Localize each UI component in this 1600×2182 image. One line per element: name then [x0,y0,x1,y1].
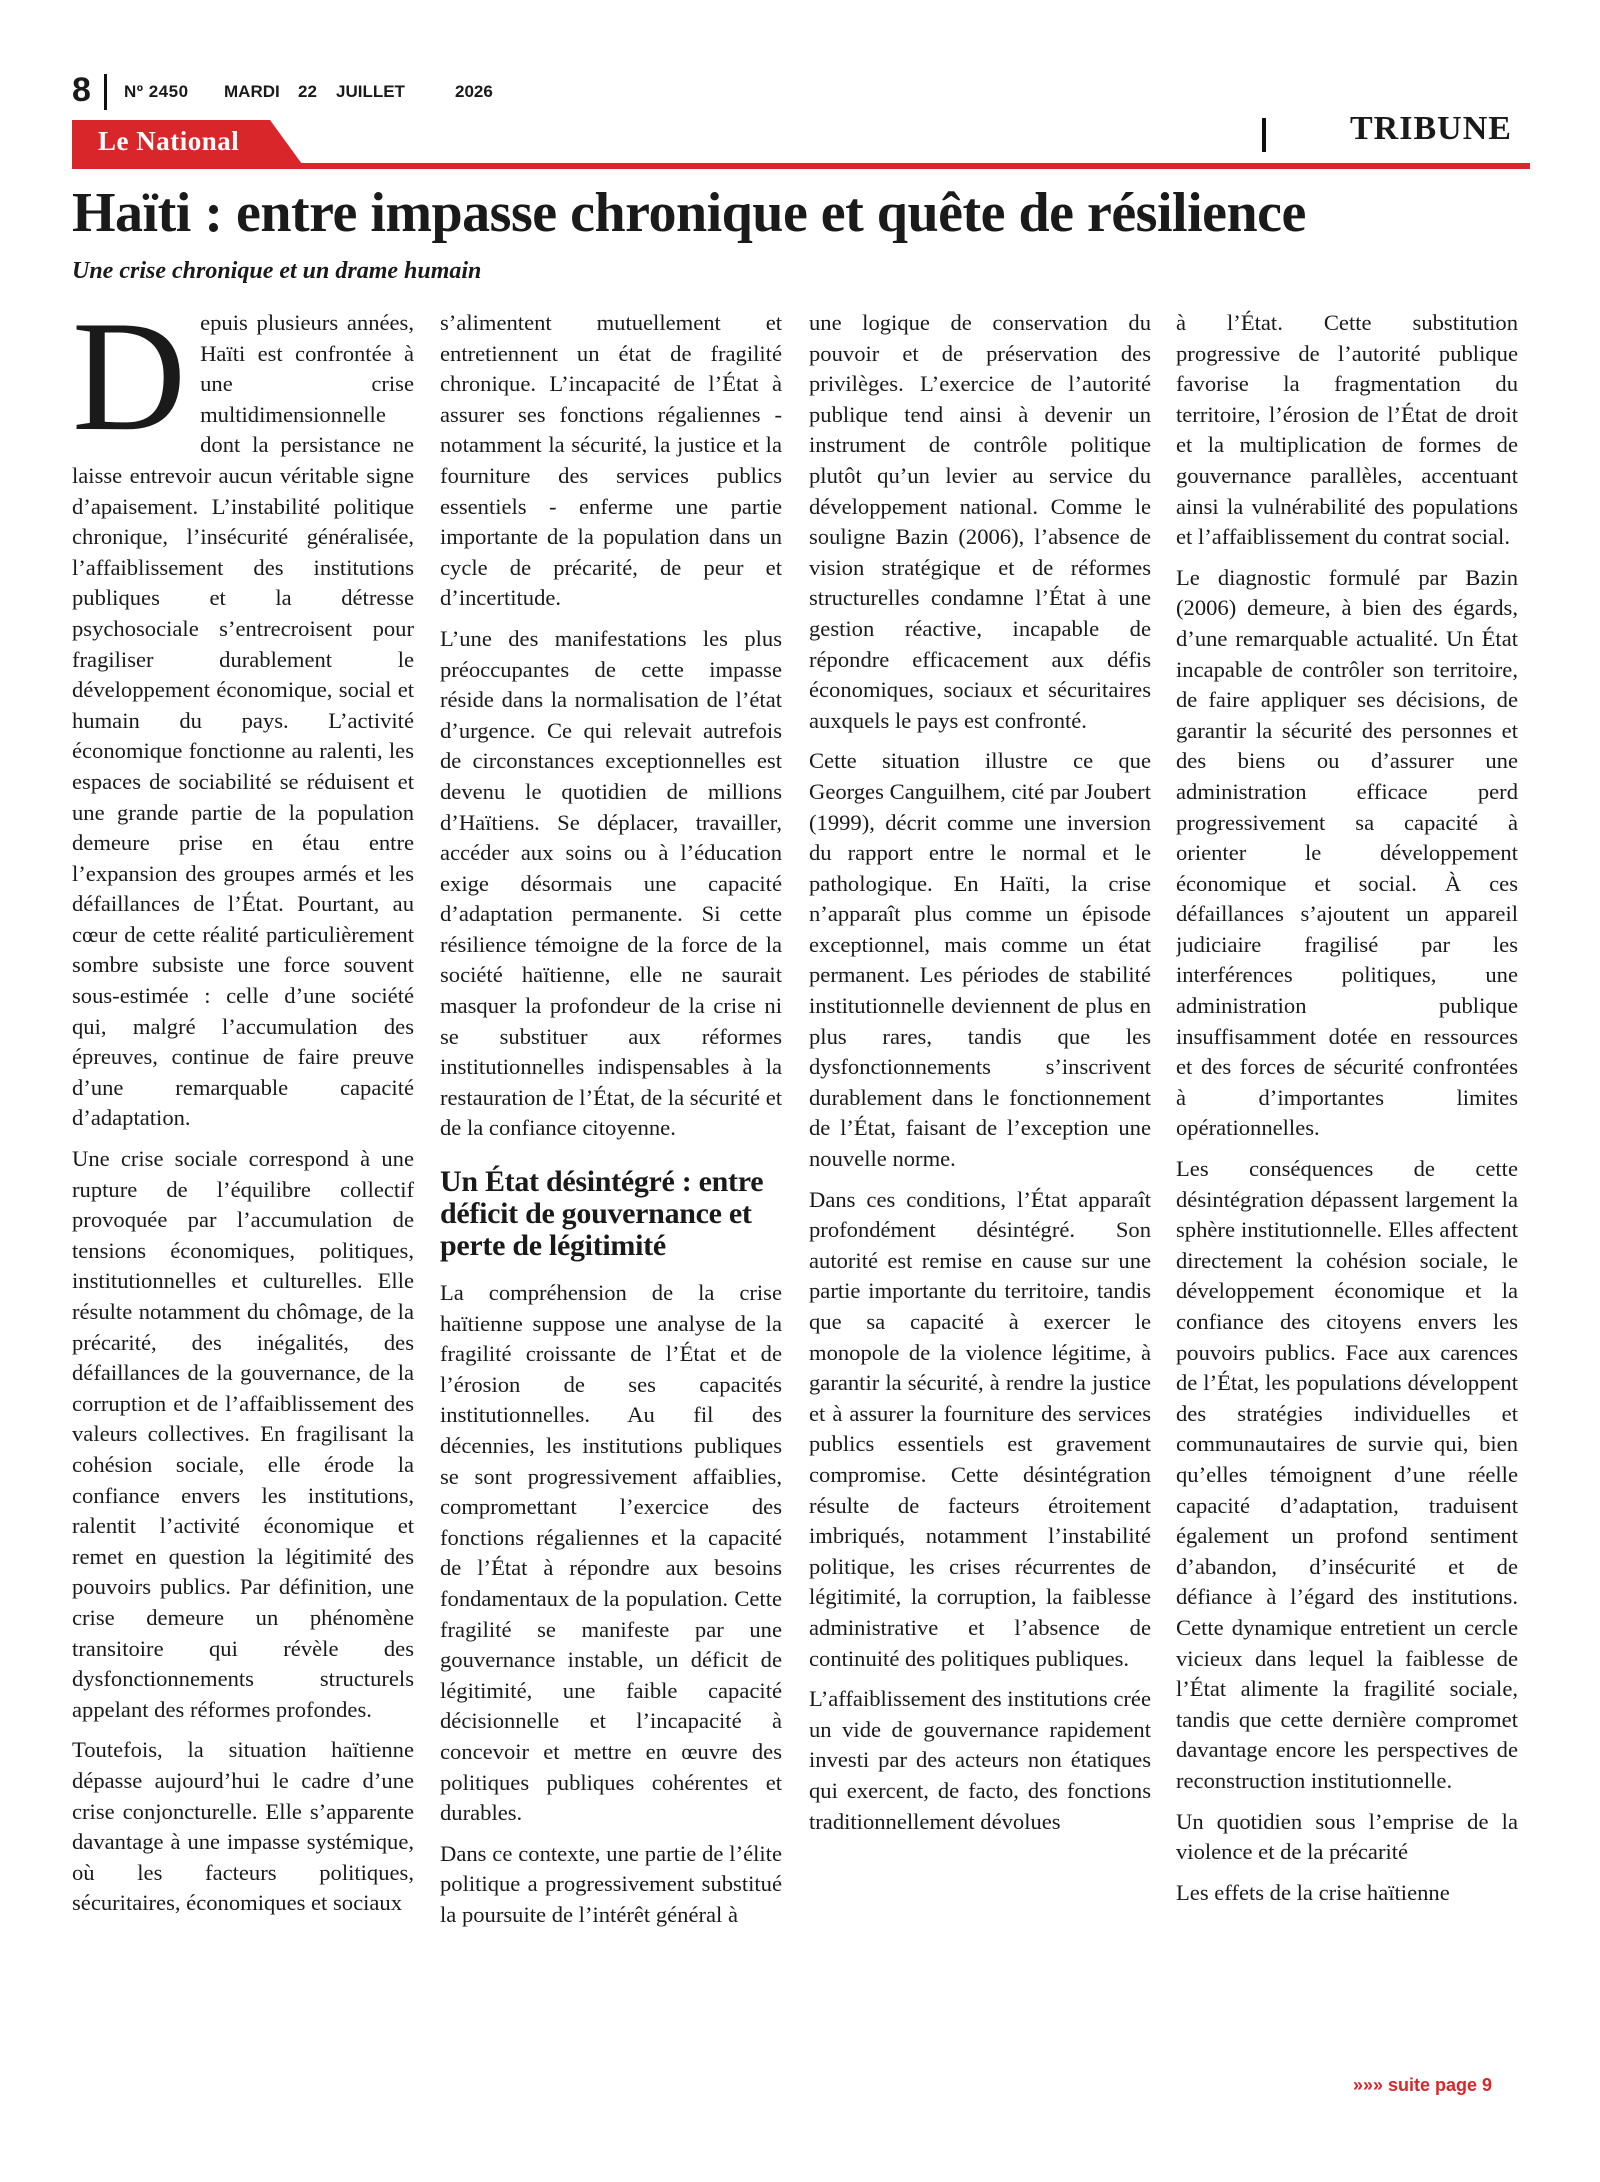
page-number-divider [104,74,107,110]
paragraph: Les conséquences de cette désintégration dépassent largement la sphère institutionnelle. Elles affectent directement la cohésion sociale, le développement économique et la confiance des citoyens envers les pouvoirs publics. Face aux carences de l’État, les populations développent des stratégies individuelles et communautaires de survie qui, bien qu’elles témoignent d’une réelle capacité d’adaptation, traduisent également un profond sentiment d’abandon, d’insécurité et de défiance à l’égard des institutions. Cette dynamique entretient un cercle vicieux dans lequel la faiblesse de l’État alimente la fragilité sociale, tandis que cette dernière compromet davantage encore les perspectives de reconstruction institutionnelle. [1176,1156,1518,1793]
article-kicker: Une crise chronique et un drame humain [72,258,482,284]
paragraph: Cette situation illustre ce que Georges Canguilhem, cité par Joubert (1999), décrit comme une inversion du rapport entre le normal et le pathologique. En Haïti, la crise n’apparaît plus comme un épisode exceptionnel, mais comme un état permanent. Les périodes de stabilité institutionnelle deviennent de plus en plus rares, tandis que les dysfonctionnements s’inscrivent durablement dans le fonctionnement de l’État, faisant de l’exception une nouvelle norme. [809,748,1151,1172]
paragraph: s’alimentent mutuellement et entretiennent un état de fragilité chronique. L’incapacité de l’État à assurer ses fonctions régaliennes - notamment la sécurité, la justice et la fourniture des services publics essentiels - enferme une partie importante de la population dans un cycle de précarité, de peur et d’incertitude. [440,310,782,611]
paragraph: L’affaiblissement des institutions crée un vide de gouvernance rapidement investi par des acteurs non étatiques qui exercent, de facto, des fonctions traditionnellement dévolues [809,1686,1151,1834]
paragraph: Les effets de la crise haïtienne [1176,1879,1450,1905]
paragraph: Dans ce contexte, une partie de l’élite politique a progressivement substitué la poursuite de l’intérêt général à [440,1840,782,1927]
article-body [72,308,1530,2078]
paragraph: L’une des manifestations les plus préoccupantes de cette impasse réside dans la normalisation de l’état d’urgence. Ce qui relevait autrefois de circonstances exceptionnelles est devenu le quotidien de millions d’Haïtiens. Se déplacer, travailler, accéder aux soins ou à l’éducation exige désormais une capacité d’adaptation permanente. Si cette résilience témoigne de la force de la société haïtienne, elle ne saurait masquer la profondeur de la crise ni se substituer aux réformes institutionnelles indispensables à la restauration de l’État, de la sécurité et de la confiance citoyenne. [440,625,782,1141]
section-divider [1262,118,1266,152]
date-day: MARDI [224,82,280,101]
continuation-link[interactable]: »»» suite page 9 [1353,2075,1493,2095]
article-column-2 [440,308,782,2078]
section-label: TRIBUNE [1350,110,1512,147]
paragraph: Un quotidien sous l’emprise de la violence et de la précarité [1176,1808,1518,1865]
paragraph: Une crise sociale correspond à une rupture de l’équilibre collectif provoquée par l’accumulation de tensions économiques, politiques, institutionnelles et culturelles. Elle résulte notamment du chômage, de la précarité, des inégalités, des défaillances de la gouvernance, de la corruption et de l’affaiblissement des valeurs collectives. En fragilisant la cohésion sociale, elle érode la confiance envers les institutions, ralentit l’activité économique et remet en question la légitimité des pouvoirs publics. Par définition, une crise demeure un phénomène transitoire qui révèle des dysfonctionnements structurels appelant des réformes profondes. [72,1146,414,1722]
section-subheading: Un État désintégré : entre déficit de gouvernance et perte de légitimité [440,1165,764,1263]
article-column-3 [809,308,1151,2078]
brand-band [72,120,302,164]
header-red-rule [72,163,1530,169]
drop-cap: D [72,308,187,464]
issue-number: Nº 2450 [124,82,189,101]
article-headline: Haïti : entre impasse chronique et quête de résilience [72,182,1306,244]
article-column-4 [1176,308,1518,2078]
paragraph: à l’État. Cette substitution progressive de l’autorité publique favorise la fragmentation du territoire, l’érosion de l’État de droit et la multiplication de formes de gouvernance parallèles, accentuant ainsi la vulnérabilité des populations et l’affaiblissement du contrat social. [1176,310,1518,550]
paragraph: Le diagnostic formulé par Bazin (2006) demeure, à bien des égards, d’une remarquable actualité. Un État incapable de contrôler son territoire, de faire appliquer ses décisions, de garantir la sécurité des personnes et des biens ou d’assurer une administration efficace perd progressivement sa capacité à orienter le développement économique et social. À ces défaillances s’ajoutent un appareil judiciaire fragilisé par les interférences politiques, une administration publique insuffisamment dotée en ressources et des forces de sécurité confrontées à d’importantes limites opérationnelles. [1176,564,1518,1141]
paragraph: une logique de conservation du pouvoir et de préservation des privilèges. L’exercice de l’autorité publique tend ainsi à devenir un instrument de contrôle politique plutôt qu’un levier au service du développement national. Comme le souligne Bazin (2006), l’absence de vision stratégique et de réformes structurelles condamne l’État à une gestion réactive, incapable de répondre efficacement aux défis économiques, sociaux et sécuritaires auxquels le pays est confronté. [809,310,1151,733]
article-column-1 [72,308,414,2078]
date-month: JUILLET [336,82,405,101]
paragraph: Toutefois, la situation haïtienne dépasse aujourd’hui le cadre d’une crise conjoncturelle. Elle s’apparente davantage à une impasse systémique, où les facteurs politiques, sécuritaires, économiques et sociaux [72,1737,414,1916]
date-number: 22 [298,82,317,101]
masthead-line [72,70,1532,110]
date-year: 2026 [455,82,493,101]
paragraph: La compréhension de la crise haïtienne suppose une analyse de la fragilité croissante de l’État et de l’érosion de ses capacités institutionnelles. Au fil des décennies, les institutions publiques se sont progressivement affaiblies, compromettant l’exercice des fonctions régaliennes et la capacité de l’État à répondre aux besoins fondamentaux de la population. Cette fragilité se manifeste par une gouvernance instable, un déficit de légitimité, une faible capacité décisionnelle et l’incapacité à concevoir et mettre en œuvre des politiques publiques cohérentes et durables. [440,1280,782,1826]
brand-logo: Le National [98,126,240,156]
page-number: 8 [72,71,91,109]
paragraph [72,308,414,1134]
paragraph: Dans ces conditions, l’État apparaît profondément désintégré. Son autorité est remise en cause sur une partie importante du territoire, tandis que sa capacité à exercer le monopole de la violence légitime, à garantir la sécurité, à rendre la justice et à assurer la fourniture des services publics essentiels est gravement compromise. Cette désintégration résulte de facteurs étroitement imbriqués, notamment l’instabilité politique, les crises récurrentes de légitimité, la corruption, la faiblesse administrative et l’absence de continuité des politiques publiques. [809,1186,1151,1671]
paragraph-text: epuis plusieurs années, Haïti est confrontée à une crise multidimensionnelle dont la persistance ne laisse entrevoir aucun véritable signe d’apaisement. L’instabilité politique chronique, l’insécurité généralisée, l’affaiblissement des institutions publiques et la détresse psychosociale s’entrecroisent pour fragiliser durablement le développement économique, social et humain du pays. L’activité économique fonctionne au ralenti, les espaces de sociabilité se réduisent et une grande partie de la population demeure prise en étau entre l’expansion des groupes armés et les défaillances de l’État. Pourtant, au cœur de cette réalité particulièrement sombre subsiste une force souvent sous-estimée : celle d’une société qui, malgré l’accumulation des épreuves, continue de faire preuve d’une remarquable capacité d’adaptation. [72,310,414,1131]
